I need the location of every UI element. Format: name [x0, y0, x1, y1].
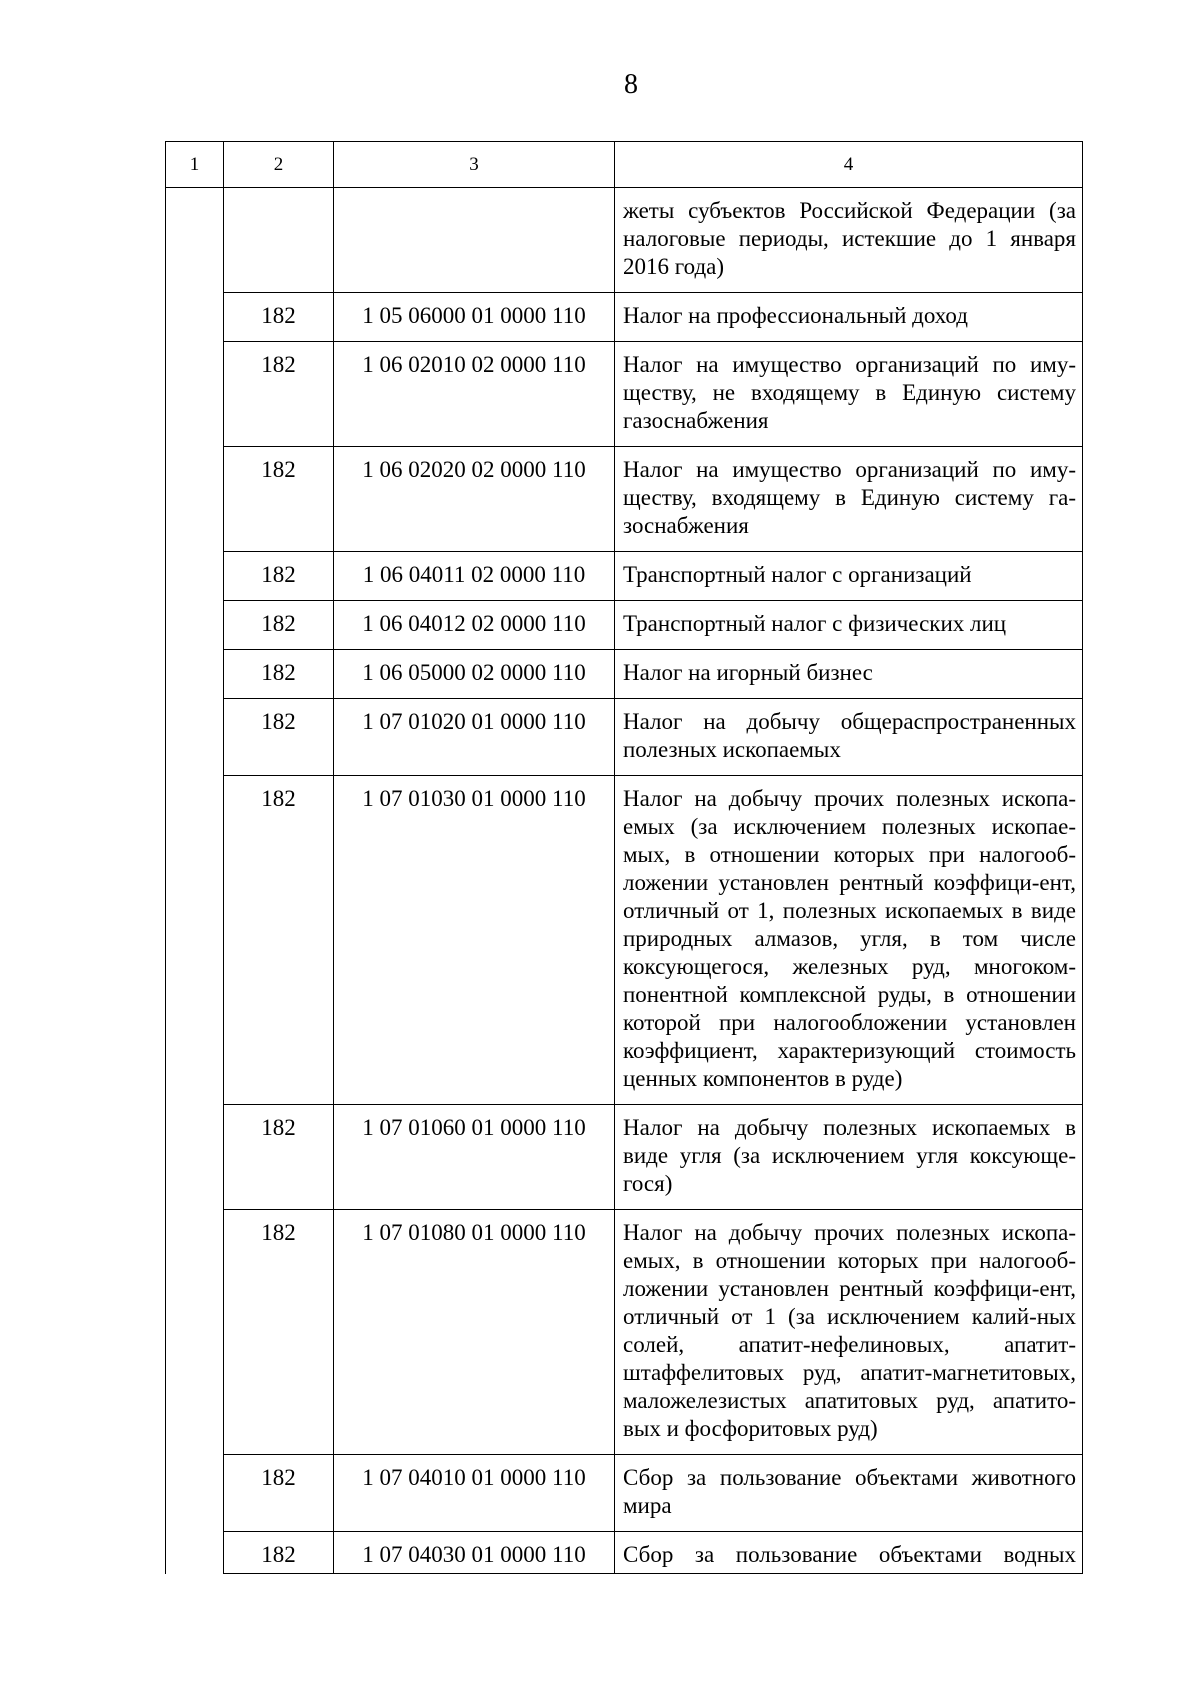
cell-col-1 — [166, 293, 224, 342]
cell-description: Налог на добычу прочих полезных ископа-емых (за исключением полезных ископае-мых, в отношении которых при налогооб-ложении установлен рентный коэффици-ент, отличный от 1, полезных ископаемых в виде природных алмазов, угля, в том числе коксующегося, железных руд, многоком-понентной комплексной руды, в отношении которой при налогообложении установлен коэффициент, характеризующий стоимость ценных компонентов в руде) — [615, 776, 1083, 1105]
cell-admin-code: 182 — [224, 1455, 334, 1532]
cell-admin-code: 182 — [224, 342, 334, 447]
table-row — [166, 1532, 1083, 1574]
cell-col-1 — [166, 1105, 224, 1210]
cell-admin-code: 182 — [224, 776, 334, 1105]
cell-kbk-code: 1 06 04012 02 0000 110 — [334, 601, 615, 650]
table-row — [166, 447, 1083, 552]
cell-kbk-code: 1 07 01080 01 0000 110 — [334, 1210, 615, 1455]
header-col-4: 4 — [615, 142, 1083, 188]
cell-admin-code: 182 — [224, 650, 334, 699]
table-row — [166, 699, 1083, 776]
cell-col-1 — [166, 552, 224, 601]
cell-col-1 — [166, 650, 224, 699]
cell-description: Налог на добычу прочих полезных ископа-емых, в отношении которых при налогооб-ложении установлен рентный коэффици-ент, отличный от 1 (за исключением калий-ных солей, апатит-нефелиновых, апатит-штаффелитовых руд, апатит-магнетитовых, маложелезистых апатитовых руд, апатито-вых и фосфоритовых руд) — [615, 1210, 1083, 1455]
table-row — [166, 552, 1083, 601]
table-header-row — [166, 142, 1083, 188]
cell-col-1 — [166, 601, 224, 650]
cell-description: жеты субъектов Российской Федерации (за налоговые периоды, истекшие до 1 января 2016 года) — [615, 188, 1083, 293]
table-row — [166, 342, 1083, 447]
cell-col-1 — [166, 1532, 224, 1574]
revenue-codes-table — [165, 141, 1083, 1574]
cell-kbk-code: 1 05 06000 01 0000 110 — [334, 293, 615, 342]
header-col-2: 2 — [224, 142, 334, 188]
table-header — [166, 142, 1083, 188]
cell-description: Транспортный налог с организаций — [615, 552, 1083, 601]
page-number: 8 — [624, 69, 638, 100]
cell-description: Налог на имущество организаций по иму-ществу, входящему в Единую систему га-зоснабжения — [615, 447, 1083, 552]
cell-col-1 — [166, 342, 224, 447]
cell-col-1 — [166, 776, 224, 1105]
header-col-3: 3 — [334, 142, 615, 188]
cell-kbk-code: 1 06 02020 02 0000 110 — [334, 447, 615, 552]
table-row — [166, 1455, 1083, 1532]
cell-kbk-code: 1 06 05000 02 0000 110 — [334, 650, 615, 699]
cell-kbk-code: 1 07 04030 01 0000 110 — [334, 1532, 615, 1574]
cell-admin-code: 182 — [224, 1210, 334, 1455]
cell-admin-code: 182 — [224, 293, 334, 342]
cell-description: Налог на игорный бизнес — [615, 650, 1083, 699]
table-body — [166, 188, 1083, 1574]
table-row — [166, 1210, 1083, 1455]
cell-col-1 — [166, 447, 224, 552]
table-row — [166, 188, 1083, 293]
table-row — [166, 1105, 1083, 1210]
cell-description: Налог на имущество организаций по иму-ществу, не входящему в Единую систему газоснабжения — [615, 342, 1083, 447]
cell-admin-code: 182 — [224, 447, 334, 552]
cell-admin-code: 182 — [224, 1105, 334, 1210]
cell-description: Сбор за пользование объектами животного мира — [615, 1455, 1083, 1532]
cell-kbk-code — [334, 188, 615, 293]
cell-kbk-code: 1 06 04011 02 0000 110 — [334, 552, 615, 601]
cell-kbk-code: 1 07 01060 01 0000 110 — [334, 1105, 615, 1210]
table-row — [166, 293, 1083, 342]
cell-description: Сбор за пользование объектами водных — [615, 1532, 1083, 1574]
cell-col-1 — [166, 1455, 224, 1532]
cell-description: Налог на профессиональный доход — [615, 293, 1083, 342]
cell-col-1 — [166, 699, 224, 776]
cell-admin-code: 182 — [224, 1532, 334, 1574]
cell-kbk-code: 1 07 01030 01 0000 110 — [334, 776, 615, 1105]
table-row — [166, 776, 1083, 1105]
cell-kbk-code: 1 06 02010 02 0000 110 — [334, 342, 615, 447]
cell-kbk-code: 1 07 01020 01 0000 110 — [334, 699, 615, 776]
cell-description: Транспортный налог с физических лиц — [615, 601, 1083, 650]
cell-description: Налог на добычу общераспространенных полезных ископаемых — [615, 699, 1083, 776]
cell-admin-code: 182 — [224, 699, 334, 776]
table-row — [166, 650, 1083, 699]
cell-col-1 — [166, 1210, 224, 1455]
header-col-1: 1 — [166, 142, 224, 188]
cell-admin-code: 182 — [224, 552, 334, 601]
cell-col-1 — [166, 188, 224, 293]
cell-admin-code — [224, 188, 334, 293]
cell-kbk-code: 1 07 04010 01 0000 110 — [334, 1455, 615, 1532]
table-row — [166, 601, 1083, 650]
cell-description: Налог на добычу полезных ископаемых в виде угля (за исключением угля коксующе-гося) — [615, 1105, 1083, 1210]
cell-admin-code: 182 — [224, 601, 334, 650]
